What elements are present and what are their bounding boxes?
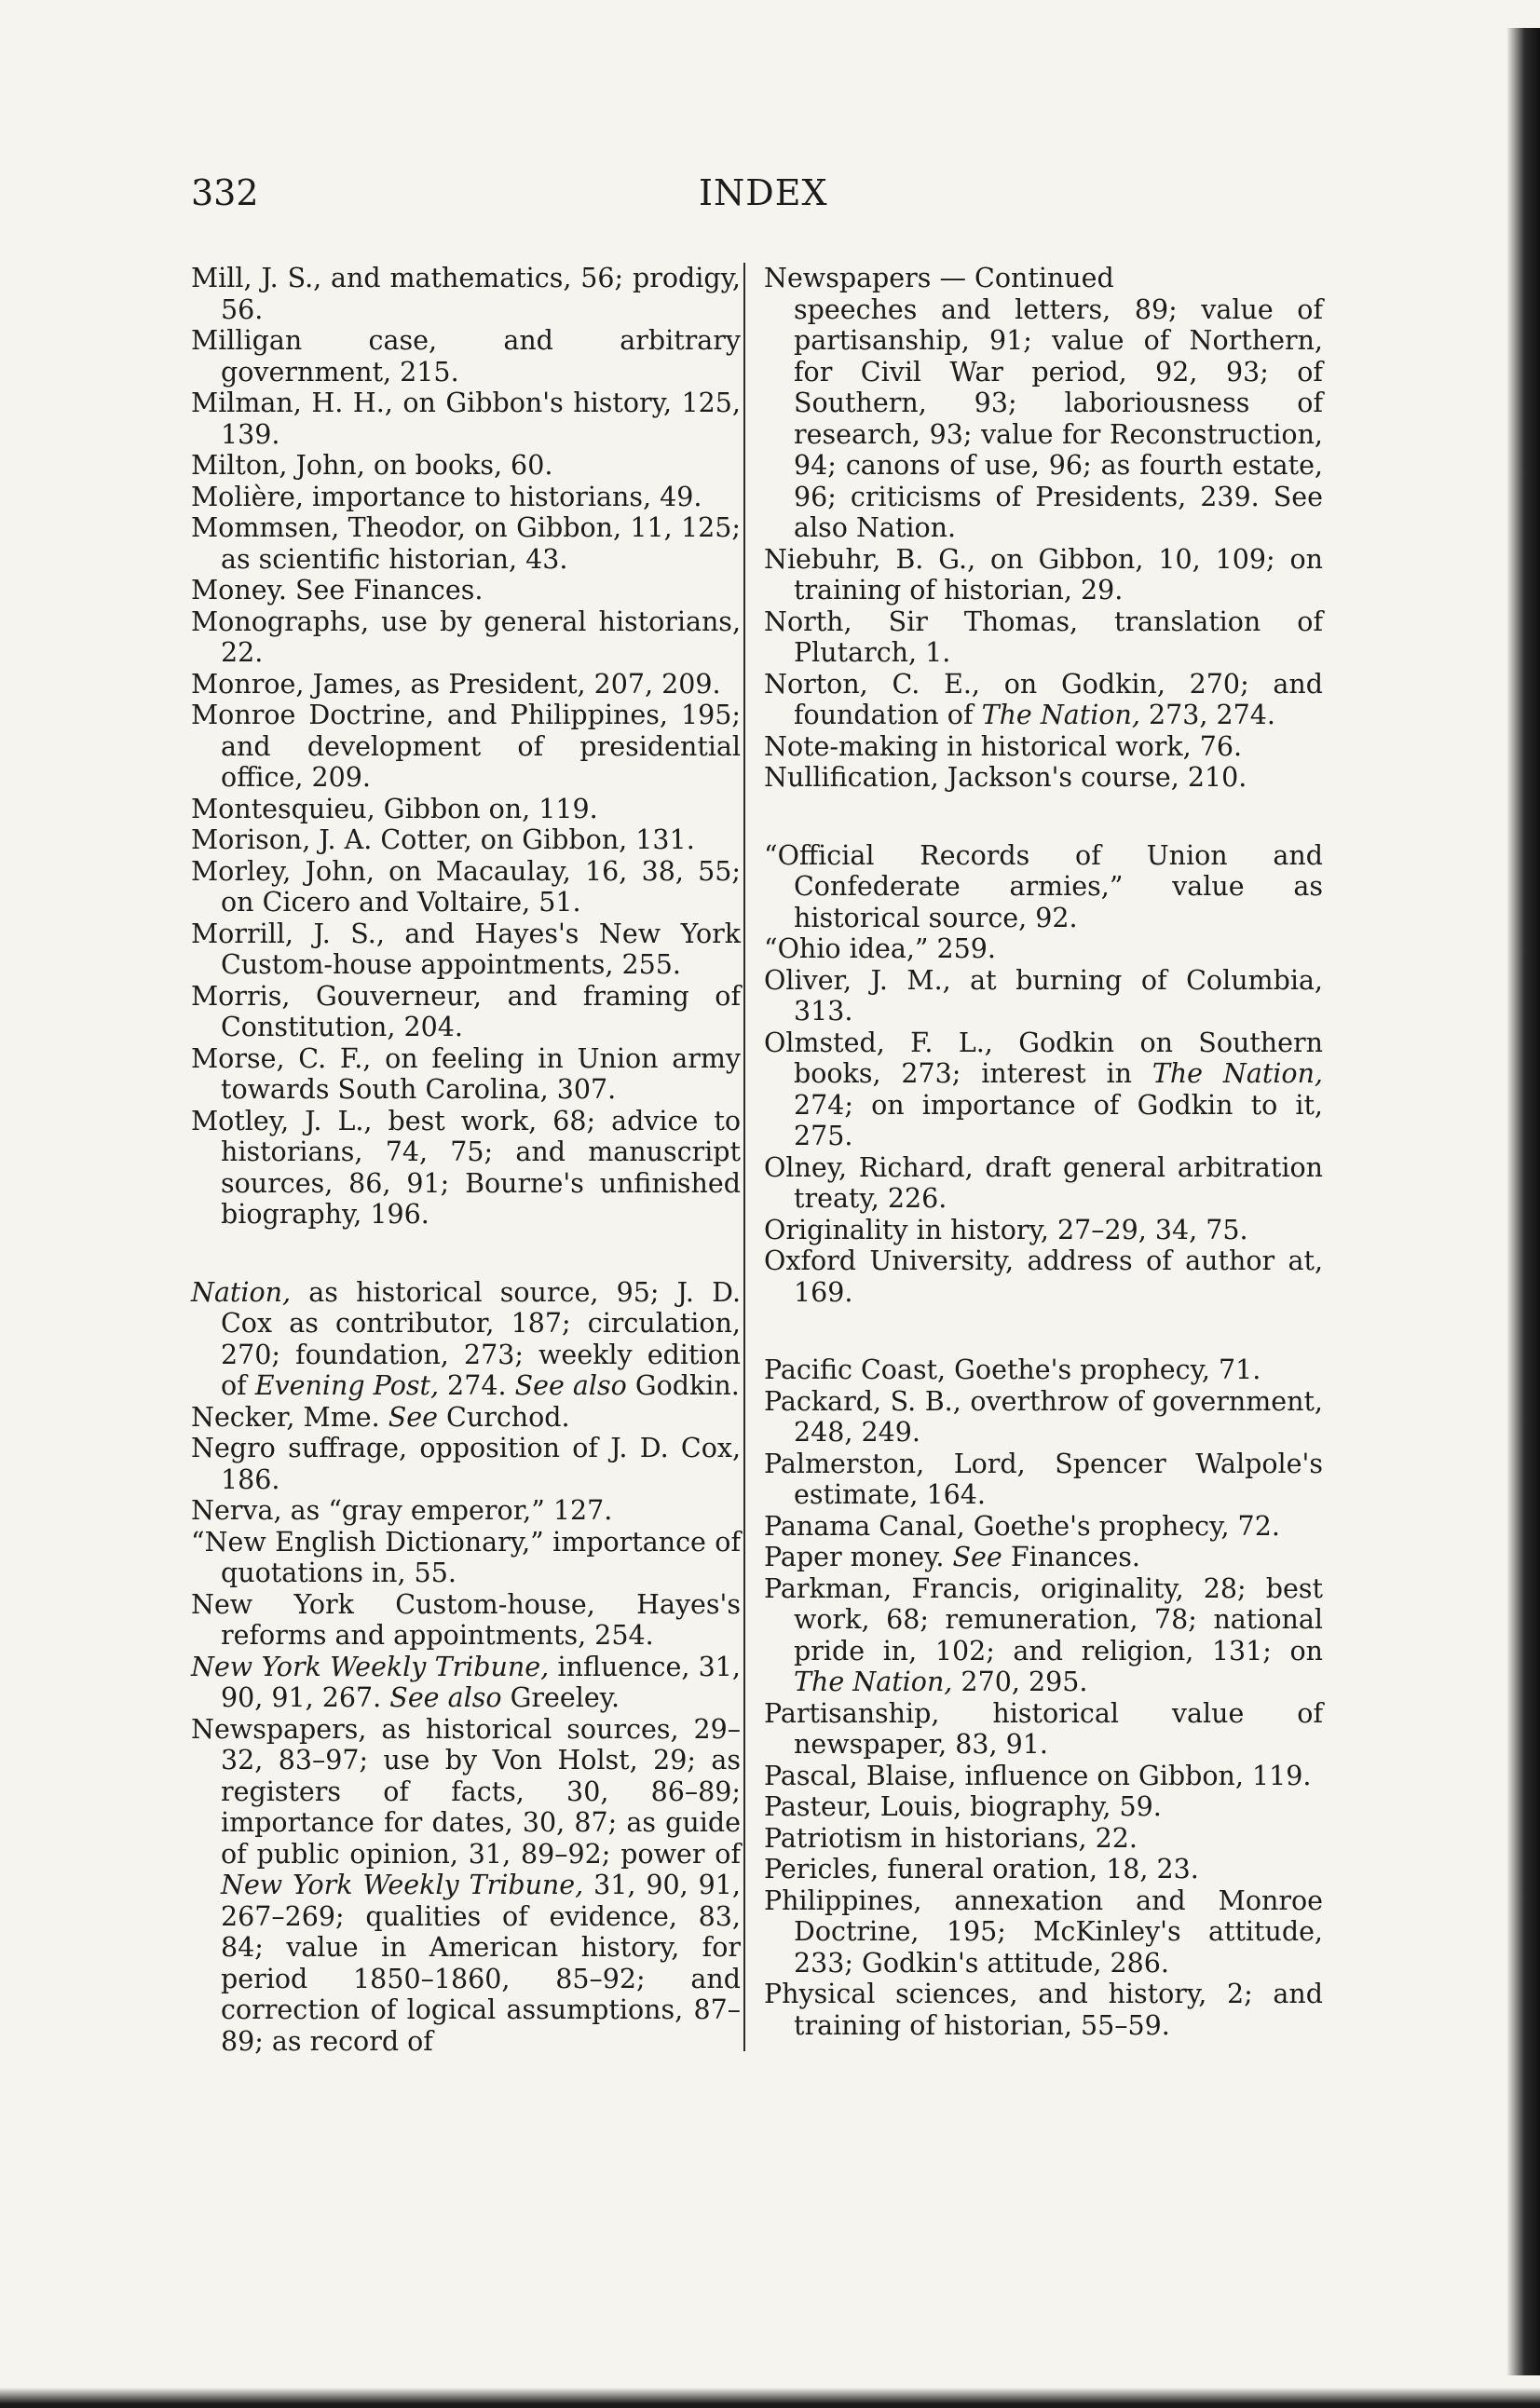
entry-text: 270, 295. [952, 1667, 1088, 1697]
index-entry: Originality in history, 27–29, 34, 75. [764, 1214, 1248, 1245]
page-title: INDEX [699, 172, 828, 213]
entry-text: Godkin. [626, 1370, 740, 1401]
entry-text: Olmsted, F. L., Godkin on Southern books, 273; interest in [764, 1027, 1323, 1089]
entry-italic: Evening Post, [254, 1370, 439, 1401]
entry-text: Greeley. [501, 1682, 620, 1713]
index-right-column [764, 263, 1323, 2041]
index-entry: Morley, John, on Macaulay, 16, 38, 55; on Cicero and Voltaire, 51. [191, 855, 741, 918]
column-divider [743, 263, 745, 2051]
index-entry: Panama Canal, Goethe's prophecy, 72. [764, 1510, 1280, 1542]
entry-see-also: See also [389, 1682, 502, 1713]
entry-text: Necker, Mme. [191, 1401, 388, 1433]
index-entry: Nerva, as “gray emperor,” 127. [191, 1495, 613, 1526]
index-entry: Physical sciences, and history, 2; and training of historian, 55–59. [764, 1979, 1323, 2041]
index-entry: Pericles, funeral oration, 18, 23. [764, 1854, 1199, 1884]
entry-text: influence, 31, 90, 91, 267. [221, 1651, 741, 1713]
index-entry: “Ohio idea,” 259. [764, 933, 996, 964]
entry-see-also: See also [794, 481, 1323, 543]
index-entry: Monographs, use by general historians, 22. [191, 605, 741, 668]
section-gap [764, 1308, 1323, 1354]
index-entry: Olney, Richard, draft general arbitration treaty, 226. [764, 1151, 1323, 1214]
index-entry: Pasteur, Louis, biography, 59. [764, 1791, 1162, 1822]
index-entry: Packard, S. B., overthrow of government, 248, 249. [764, 1385, 1323, 1448]
index-entry: Morse, C. F., on feeling in Union army towards South Carolina, 307. [191, 1042, 741, 1105]
index-entry-parkman [764, 1573, 1323, 1698]
index-entry-newspapers [191, 1714, 741, 2058]
entry-italic: The Nation, [794, 1667, 953, 1697]
index-entry: Mill, J. S., and mathematics, 56; prodigy, 56. [191, 263, 741, 325]
entry-text: Curchod. [437, 1401, 570, 1433]
index-entry: Negro suffrage, opposition of J. D. Cox, 186. [191, 1433, 741, 1495]
index-entry-olmsted [764, 1027, 1323, 1152]
entry-term: Nation, [191, 1276, 292, 1308]
index-entry: Pascal, Blaise, influence on Gibbon, 119. [764, 1760, 1312, 1791]
index-entry: Partisanship, historical value of newspaper, 83, 91. [764, 1697, 1323, 1760]
entry-see: See [952, 1542, 1002, 1572]
index-entry: Money. See Finances. [191, 575, 484, 605]
index-entry-nywt [191, 1652, 741, 1714]
index-entry: Milligan case, and arbitrary government, 215. [191, 325, 741, 388]
entry-see: See [388, 1401, 438, 1433]
index-entry: Oxford University, address of author at, 169. [764, 1245, 1323, 1308]
index-entry: Note-making in historical work, 76. [764, 730, 1243, 762]
entry-text: 31, 90, 91, 267–269; qualities of evidence, 83, 84; value in American history, for period 1850–1860, 85–92; and correction of logical assumptions, 87–89; as record of [221, 1870, 741, 2057]
entry-text: Norton, C. E., on Godkin, 270; and foundation of [764, 668, 1323, 730]
index-entry: “Official Records of Union and Confederate armies,” value as historical source, 92. [764, 839, 1323, 933]
index-entry: Nullification, Jackson's course, 210. [764, 762, 1247, 793]
entry-text: 273, 274. [1139, 700, 1275, 730]
entry-text: Paper money. [764, 1542, 953, 1572]
index-entry: Milman, H. H., on Gibbon's history, 125, 139. [191, 388, 741, 450]
entry-text: 274; on importance of Godkin to it, 275. [794, 1089, 1323, 1151]
index-entry: Patriotism in historians, 22. [764, 1822, 1138, 1854]
continued-body [764, 294, 1323, 544]
index-entry: Molière, importance to historians, 49. [191, 481, 702, 512]
section-gap [191, 1231, 741, 1277]
bottom-edge-shadow [0, 2388, 1540, 2408]
entry-text: 274. [439, 1370, 515, 1401]
index-entry: “New English Dictionary,” importance of quotations in, 55. [191, 1526, 741, 1588]
index-entry: Morison, J. A. Cotter, on Gibbon, 131. [191, 824, 695, 855]
index-entry: New York Custom-house, Hayes's reforms and appointments, 254. [191, 1588, 741, 1651]
index-entry: Monroe, James, as President, 207, 209. [191, 668, 721, 700]
entry-text: speeches and letters, 89; value of partisanship, 91; value of Northern, for Civil War period, 92, 93; of Southern, 93; laboriousness of research, 93; value for Reconstruction, 94; canons of use, 96; as fourth estate, 96; criticisms of Presidents, 239. [794, 293, 1323, 512]
entry-italic: The Nation, [1152, 1058, 1323, 1089]
index-entry-nation [191, 1277, 741, 1402]
entry-text: Finances. [1002, 1542, 1140, 1572]
entry-text: Parkman, Francis, originality, 28; best work, 68; remuneration, 78; national pride in, 102; and religion, 131; on [764, 1572, 1323, 1667]
page-number: 332 [191, 172, 259, 213]
index-left-column [191, 263, 741, 2057]
continued-heading [764, 263, 1323, 294]
index-entry: Morrill, J. S., and Hayes's New York Custom-house appointments, 255. [191, 918, 741, 980]
index-entry: North, Sir Thomas, translation of Plutarch, 1. [764, 605, 1323, 668]
entry-italic: New York Weekly Tribune, [221, 1870, 584, 1900]
entry-italic: Nation. [855, 512, 957, 543]
index-entry: Motley, J. L., best work, 68; advice to historians, 74, 75; and manuscript sources, 86, 91; Bourne's unfinished biography, 196. [191, 1105, 741, 1230]
binding-edge-shadow [1506, 28, 1540, 2375]
index-entry: Monroe Doctrine, and Philippines, 195; and development of presidential office, 209. [191, 700, 741, 793]
entry-term: New York Weekly Tribune, [191, 1651, 550, 1682]
index-entry: Palmerston, Lord, Spencer Walpole's estimate, 164. [764, 1448, 1323, 1510]
page-header [191, 172, 1323, 219]
index-entry: Oliver, J. M., at burning of Columbia, 313. [764, 964, 1323, 1027]
index-entry-necker [191, 1402, 741, 1434]
index-entry: Philippines, annexation and Monroe Doctrine, 195; McKinley's attitude, 233; Godkin's attitude, 286. [764, 1884, 1323, 1979]
entry-text: Newspapers — [764, 263, 975, 293]
index-entry: Montesquieu, Gibbon on, 119. [191, 793, 598, 824]
index-entry-paper-money [764, 1542, 1323, 1573]
index-entry: Morris, Gouverneur, and framing of Constitution, 204. [191, 980, 741, 1042]
section-gap [764, 794, 1323, 840]
index-entry: Mommsen, Theodor, on Gibbon, 11, 125; as scientific historian, 43. [191, 512, 741, 575]
entry-italic: The Nation, [981, 700, 1140, 730]
index-entry: Milton, John, on books, 60. [191, 450, 553, 481]
index-entry-norton [764, 669, 1323, 731]
continued-label: Continued [974, 263, 1114, 293]
entry-see-also: See also [514, 1370, 627, 1401]
index-entry: Niebuhr, B. G., on Gibbon, 10, 109; on training of historian, 29. [764, 543, 1323, 605]
entry-text: Newspapers, as historical sources, 29–32, 83–97; use by Von Holst, 29; as registers of facts, 30, 86–89; importance for dates, 30, 87; as guide of public opinion, 31, 89–92; power of [191, 1713, 741, 1870]
entry-text: as historical source, 95; J. D. Cox as contributor, 187; circulation, 270; foundation, 273; weekly edition of [221, 1276, 741, 1401]
index-entry: Pacific Coast, Goethe's prophecy, 71. [764, 1354, 1261, 1385]
